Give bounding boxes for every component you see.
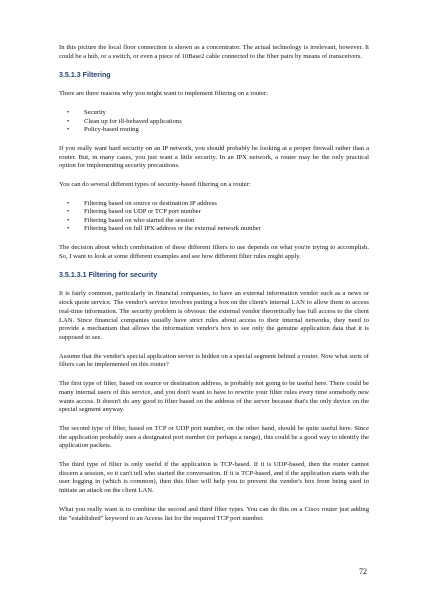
bullet-icon: • xyxy=(67,117,70,125)
list-item: • Filtering based on source or destination IP address xyxy=(67,199,217,207)
section-heading-filtering-for-security: 3.5.1.3.1 Filtering for security xyxy=(59,271,158,280)
paragraph-second-type: The second type of filter, based on TCP or UDP port number, on the other hand, should be quite useful here. Since the application probably uses a designated port number (or perhaps a range), this could be a good way to identify the application packets. xyxy=(59,424,369,450)
list-item: • Policy-based routing xyxy=(67,126,139,134)
paragraph-intro: In this picture the local floor connection is shown as a concentrator. The actual technology is irrelevant, however. It could be a hub, or a switch, or even a piece of 10Base2 cable connected to the fiber pairs by means of transceivers. xyxy=(59,44,369,60)
paragraph-decision: The decision about which combination of these different filters to use depends on what you're trying to accomplish. So, I want to look at some different examples and see how different filter rules might apply. xyxy=(59,244,369,260)
bullet-icon: • xyxy=(67,109,70,117)
bullet-icon: • xyxy=(67,216,70,224)
bullet-icon: • xyxy=(67,199,70,207)
paragraph-first-type: The first type of filter, based on source or destination address, is probably not going to be useful here. There could be many internal users of this service, and you don't want to have to rewrite your filter rules every time somebody new wants access. It doesn't do any good to filter based on the address of the server because that's the only device on the special segment anyway. xyxy=(59,380,369,414)
bullet-icon: • xyxy=(67,126,70,134)
page-body xyxy=(59,44,369,533)
bullet-icon: • xyxy=(67,225,70,233)
page-number: 72 xyxy=(359,567,367,576)
list-item: • Clean up for ill-behaved applications xyxy=(67,117,182,125)
bullet-icon: • xyxy=(67,208,70,216)
paragraph-assume: Assume that the vendor's special application server is hidden on a special segment behind a router. Now what sorts of filters can be implemented on this router? xyxy=(59,352,369,369)
list-item: • Security xyxy=(67,109,106,117)
paragraph-filter-reasons-intro: There are three reasons why you might want to implement filtering on a router: xyxy=(59,90,268,98)
paragraph-filter-types-intro: You can do several different types of security-based filtering on a router: xyxy=(59,181,251,188)
paragraph-third-type: The third type of filter is only useful if the application is TCP-based. If it is UDP-based, then the router cannot discern a session, so it can't tell who started the conversation. If it is TCP-based, and if the application starts with the user logging in (which is common), then this filter will help you to prevent the vendor's box from being used to initiate an attack on the client LAN. xyxy=(59,461,369,495)
reasons-list xyxy=(59,109,369,135)
paragraph-vendor-scenario: It is fairly common, particularly in financial companies, to have an external information vendor such as a news or stock quote service. The vendor's service involves putting a box on the client's internal LAN to allow them to access real-time information. The security problem is obvious: the external vendor theoretically has full access to the client LAN. Since financial companies usually have strict rules about access to their internal networks, they need to provide a mechanism that allows the information vendor's box to see only the genuine application data that it is supposed to see. xyxy=(59,290,369,341)
filter-types-list xyxy=(59,200,369,234)
list-item: • Filtering based on who started the session xyxy=(67,216,195,224)
section-heading-filtering: 3.5.1.3 Filtering xyxy=(59,71,111,80)
list-item: • Filtering based on UDP or TCP port number xyxy=(67,208,201,216)
paragraph-security-note: If you really want hard security on an IP network, you should probably be looking at a proper firewall rather than a router. But, in many cases, you just want a little security. In an IPX network, a router may be the only practical option for implementing security precautions. xyxy=(59,144,369,170)
paragraph-combine: What you really want is to combine the second and third filter types. You can do this on a Cisco router just adding the "established" keyword to an Access list for the required TCP port number. xyxy=(59,505,369,522)
list-item: • Filtering based on full IPX address or the external network number xyxy=(67,225,261,233)
